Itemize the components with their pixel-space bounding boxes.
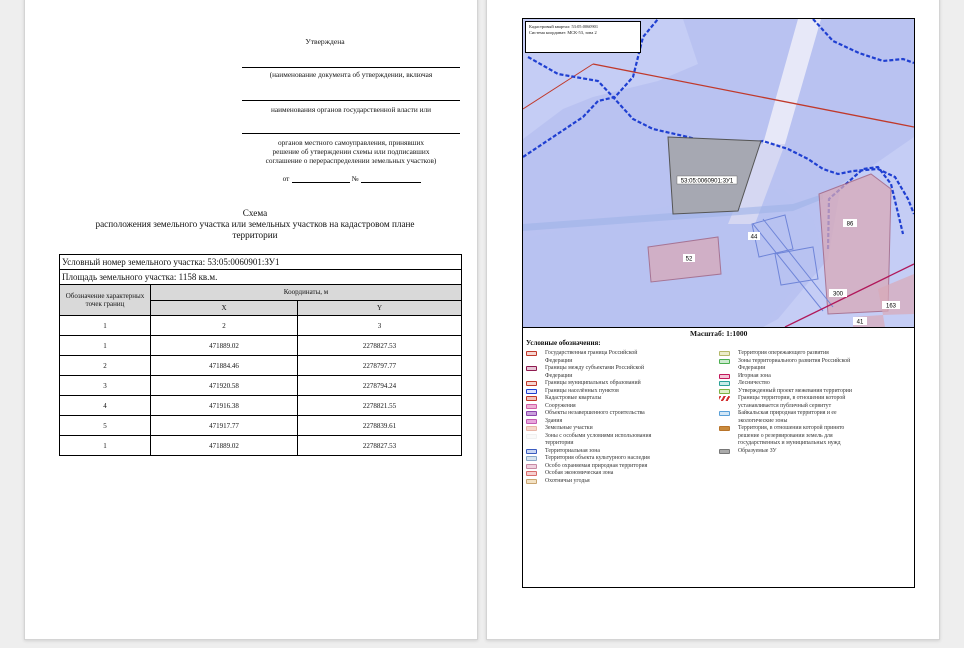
legend-right-column	[719, 350, 858, 455]
legend-swatch-icon	[526, 479, 537, 484]
legend-swatch-icon	[719, 449, 730, 454]
header-coordinates: Координаты, м	[151, 285, 462, 301]
legend-label: Территория объекта культурного наследия	[545, 455, 650, 461]
approval-line-1: (наименование документа об утверждении, включая	[269, 70, 433, 79]
index-cell: 3	[298, 316, 462, 336]
legend-swatch-icon	[719, 396, 730, 401]
legend-item	[719, 395, 858, 410]
table-row	[60, 356, 462, 376]
y-cell: 2278797.77	[298, 356, 462, 376]
legend-swatch-icon	[526, 426, 537, 431]
legend-label: Сооружения	[545, 402, 576, 409]
point-cell: 4	[60, 396, 151, 416]
legend-swatch-icon	[526, 449, 537, 454]
legend-swatch-icon	[526, 381, 537, 386]
legend-item	[526, 433, 665, 448]
x-cell: 471917.77	[151, 416, 298, 436]
point-cell: 3	[60, 376, 151, 396]
legend-label: Утвержденный проект межевания территории	[738, 387, 853, 394]
legend-label: Земельные участки	[545, 425, 593, 431]
legend-item	[526, 455, 665, 463]
legend-item	[719, 425, 858, 448]
legend-label: Игорная зона	[738, 372, 771, 379]
approval-underline	[242, 100, 460, 101]
number-underline	[361, 182, 421, 183]
number-sign: №	[351, 174, 359, 183]
legend-swatch-icon	[526, 471, 537, 476]
coordinate-system-text: Система координат: МСК-53, зона 2	[529, 30, 597, 35]
x-cell: 471884.46	[151, 356, 298, 376]
date-from-label: от	[282, 174, 290, 183]
legend-label: Границы территории, в отношении которой устанавливается публичный сервитут	[738, 395, 846, 409]
approval-line-4: решение об утверждении схемы или подписавших	[272, 147, 430, 156]
point-cell: 2	[60, 356, 151, 376]
y-cell: 2278827.53	[298, 436, 462, 456]
conditional-number: Условный номер земельного участка: 53:05:0060901:ЗУ1	[60, 255, 462, 270]
legend-item	[719, 388, 858, 396]
header-y: Y	[298, 300, 462, 316]
legend-swatch-icon	[719, 359, 730, 364]
approval-line-5: соглашение о перераспределении земельных участков)	[265, 156, 437, 165]
parcel-number-label: 41	[856, 319, 864, 326]
legend-label: Охотничьи угодья	[545, 477, 590, 484]
header-x: X	[151, 300, 298, 316]
legend-item	[526, 463, 665, 471]
legend-label: Здания	[545, 417, 563, 424]
map-drawing	[523, 19, 914, 327]
legend-label: Границы муниципальных образований	[545, 380, 641, 386]
legend-swatch-icon	[526, 456, 537, 461]
table-row	[60, 336, 462, 356]
table-row	[60, 416, 462, 436]
parcel-number-label: 44	[750, 234, 758, 241]
document-page-right	[486, 0, 940, 640]
legend-label: Территория опережающего развития	[738, 350, 829, 356]
legend-item	[526, 388, 665, 396]
y-cell: 2278839.61	[298, 416, 462, 436]
point-cell: 5	[60, 416, 151, 436]
table-row	[60, 436, 462, 456]
legend-label: Границы населённых пунктов	[545, 387, 619, 394]
legend-swatch-icon	[719, 374, 730, 379]
legend-item	[526, 350, 665, 365]
legend-label: Кадастровые кварталы	[545, 395, 602, 401]
legend-item	[526, 425, 665, 433]
legend-swatch-icon	[526, 389, 537, 394]
legend-title: Условные обозначения:	[526, 339, 601, 347]
legend-swatch-icon	[526, 404, 537, 409]
legend-item	[526, 410, 665, 418]
legend-item	[526, 478, 665, 486]
legend-swatch-icon	[526, 366, 537, 371]
scheme-subtitle-1: расположения земельного участка или земельных участков на кадастровом плане	[95, 219, 415, 229]
legend-item	[719, 350, 858, 358]
legend-item	[526, 380, 665, 388]
approval-underline	[242, 133, 460, 134]
legend-swatch-icon	[526, 434, 537, 439]
legend-swatch-icon	[526, 411, 537, 416]
legend-item	[719, 380, 858, 388]
index-cell: 1	[60, 316, 151, 336]
legend-item	[526, 395, 665, 403]
point-cell: 1	[60, 336, 151, 356]
legend-item	[526, 365, 665, 380]
x-cell: 471889.02	[151, 336, 298, 356]
y-cell: 2278821.55	[298, 396, 462, 416]
legend-item	[719, 358, 858, 373]
map-scale: Масштаб: 1:1000	[690, 329, 748, 338]
table-row	[60, 376, 462, 396]
x-cell: 471916.38	[151, 396, 298, 416]
legend-left-column	[526, 350, 665, 485]
legend-label: Лесничество	[738, 380, 770, 386]
x-cell: 471889.02	[151, 436, 298, 456]
legend-item	[526, 448, 665, 456]
legend-swatch-icon	[719, 426, 730, 431]
coordinates-table	[59, 254, 462, 456]
legend-item	[526, 418, 665, 426]
header-point: Обозначение характерных точек границ	[60, 285, 151, 316]
legend-swatch-icon	[526, 351, 537, 356]
scheme-subtitle-2: территории	[232, 230, 278, 240]
legend-item	[526, 470, 665, 478]
table-row	[60, 396, 462, 416]
legend-swatch-icon	[526, 464, 537, 469]
parcel-number-label: 86	[846, 221, 854, 228]
legend-label: Особо охраняемая природная территория	[545, 462, 648, 469]
date-underline	[292, 182, 350, 183]
legend-item	[719, 373, 858, 381]
approval-line-2: наименования органов государственной власти или	[270, 105, 432, 114]
legend-item	[719, 410, 858, 425]
legend-label: Территориальная зона	[545, 447, 600, 454]
legend-label: Особая экономическая зона	[545, 470, 614, 476]
legend-label: Государственная граница Российской Федерации	[545, 350, 638, 364]
x-cell: 471920.58	[151, 376, 298, 396]
map-frame	[522, 18, 915, 588]
parcel-area: Площадь земельного участка: 1158 кв.м.	[60, 270, 462, 285]
approval-underline	[242, 67, 460, 68]
scheme-title: Схема	[242, 208, 268, 218]
point-cell: 1	[60, 436, 151, 456]
parcel-label: 53:05:0060901:ЗУ1	[680, 178, 734, 185]
legend-label: Границы между субъектами Российской Федерации	[545, 365, 645, 379]
legend-label: Территория, в отношении которой принято решение о резервировании земель для государственных и муниципальных нужд	[738, 425, 845, 446]
y-cell: 2278827.53	[298, 336, 462, 356]
legend-swatch-icon	[719, 351, 730, 356]
legend-swatch-icon	[719, 389, 730, 394]
legend-swatch-icon	[526, 396, 537, 401]
legend-swatch-icon	[526, 419, 537, 424]
legend-label: Объекты незавершенного строительства	[545, 410, 645, 416]
legend-label: Байкальская природная территория и ее экологические зоны	[738, 410, 837, 424]
parcel-number-label: 163	[885, 303, 897, 310]
parcel-number-label: 52	[685, 256, 693, 263]
legend-label: Зоны с особыми условиями использования территории	[545, 432, 652, 446]
y-cell: 2278794.24	[298, 376, 462, 396]
parcel-number-label: 300	[832, 291, 844, 298]
document-page-left	[24, 0, 478, 640]
legend-label: Образуемые ЗУ	[738, 447, 777, 454]
cadastral-quarter-text: Кадастровый квартал: 53:05:0060901	[529, 24, 599, 29]
legend-swatch-icon	[719, 411, 730, 416]
legend-item	[719, 448, 858, 456]
approval-title: Утверждена	[305, 37, 345, 46]
cadastral-map	[523, 19, 914, 328]
approval-line-3: органов местного самоуправления, принявших	[277, 138, 425, 147]
legend-label: Зоны территориального развития Российской Федерации	[738, 357, 851, 371]
index-cell: 2	[151, 316, 298, 336]
legend-swatch-icon	[719, 381, 730, 386]
legend-item	[526, 403, 665, 411]
map-info-box	[525, 21, 641, 53]
